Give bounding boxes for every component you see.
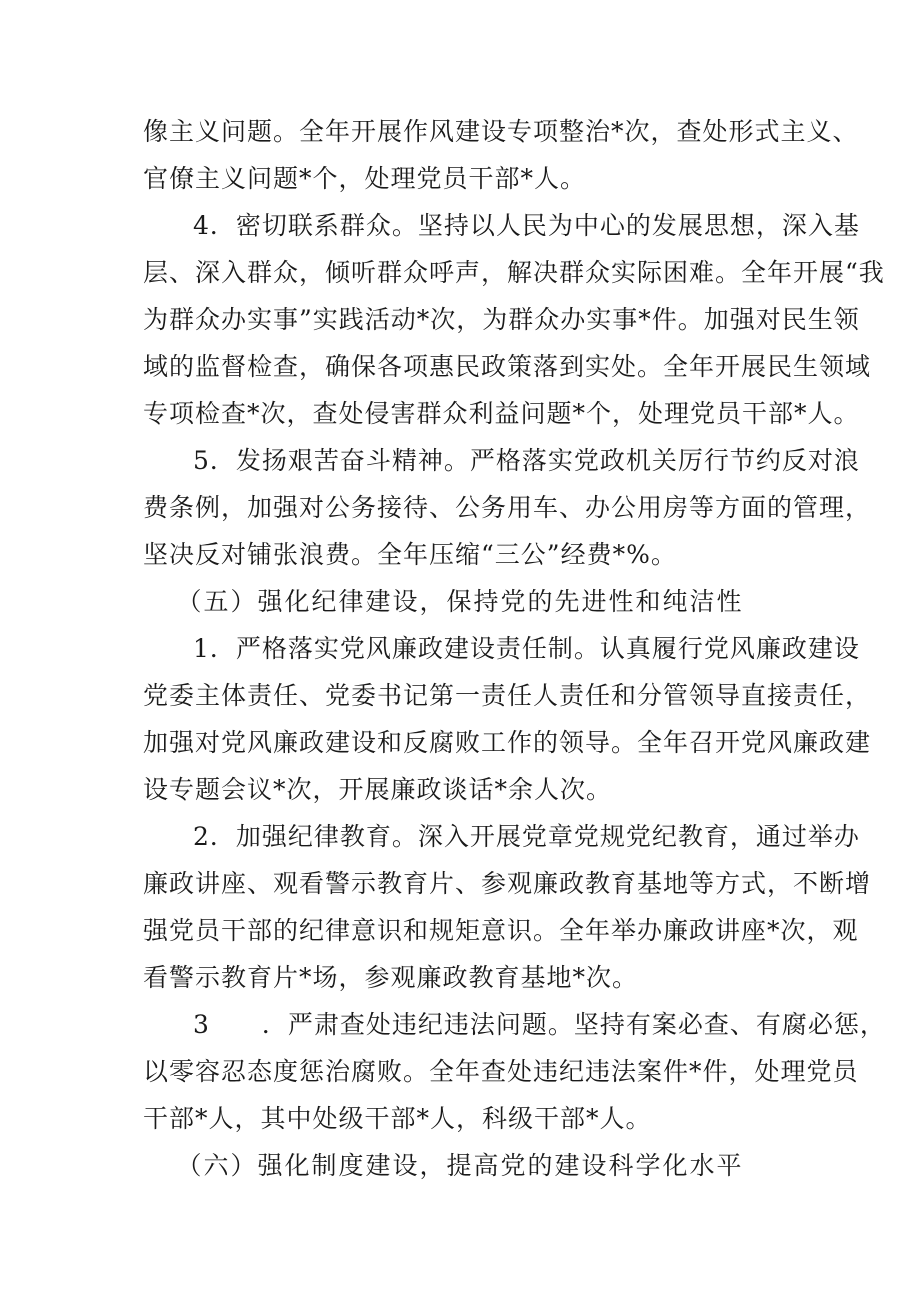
text-line: 费条例，加强对公务接待、公务用车、办公用房等方面的管理， — [143, 493, 872, 522]
list-item-3-line: 3 ．严肃查处违纪违法问题。坚持有案必查、有腐必惩， — [193, 1010, 886, 1039]
text-line: 看警示教育片*场，参观廉政教育基地*次。 — [143, 963, 639, 992]
text-line: 官僚主义问题*个，处理党员干部*人。 — [143, 164, 587, 193]
text-line: 党委主体责任、党委书记第一责任人责任和分管领导直接责任， — [143, 681, 872, 710]
text-line: 廉政讲座、观看警示教育片、参观廉政教育基地等方式，不断增 — [143, 869, 872, 898]
text-line: 以零容忍态度惩治腐败。全年查处违纪违法案件*件，处理党员 — [143, 1057, 859, 1086]
text-line: 专项检查*次，查处侵害群众利益问题*个，处理党员干部*人。 — [143, 399, 860, 428]
text-line: 域的监督检查，确保各项惠民政策落到实处。全年开展民生领域 — [143, 352, 872, 381]
section-heading-5: （五）强化纪律建设，保持党的先进性和纯洁性 — [176, 587, 744, 616]
text-line: 设专题会议*次，开展廉政谈话*余人次。 — [143, 775, 613, 804]
text-line: 层、深入群众，倾听群众呼声，解决群众实际困难。全年开展“我 — [143, 258, 885, 287]
text-line: 加强对党风廉政建设和反腐败工作的领导。全年召开党风廉政建 — [143, 728, 872, 757]
text-line: 强党员干部的纪律意识和规矩意识。全年举办廉政讲座*次，观 — [143, 916, 859, 945]
list-item-4-line: 4．密切联系群众。坚持以人民为中心的发展思想，深入基 — [193, 211, 860, 240]
section-heading-6: （六）强化制度建设，提高党的建设科学化水平 — [176, 1151, 744, 1180]
list-item-5-line: 5．发扬艰苦奋斗精神。严格落实党政机关厉行节约反对浪 — [193, 446, 860, 475]
text-line: 为群众办实事”实践活动*次，为群众办实事*件。加强对民生领 — [143, 305, 860, 334]
text-line: 坚决反对铺张浪费。全年压缩“三公”经费*%。 — [143, 540, 677, 569]
list-item-2-line: 2．加强纪律教育。深入开展党章党规党纪教育，通过举办 — [193, 822, 860, 851]
text-line: 干部*人，其中处级干部*人，科级干部*人。 — [143, 1104, 652, 1133]
list-item-1-line: 1．严格落实党风廉政建设责任制。认真履行党风廉政建设 — [193, 634, 860, 663]
text-line: 像主义问题。全年开展作风建设专项整治*次，查处形式主义、 — [143, 117, 859, 146]
